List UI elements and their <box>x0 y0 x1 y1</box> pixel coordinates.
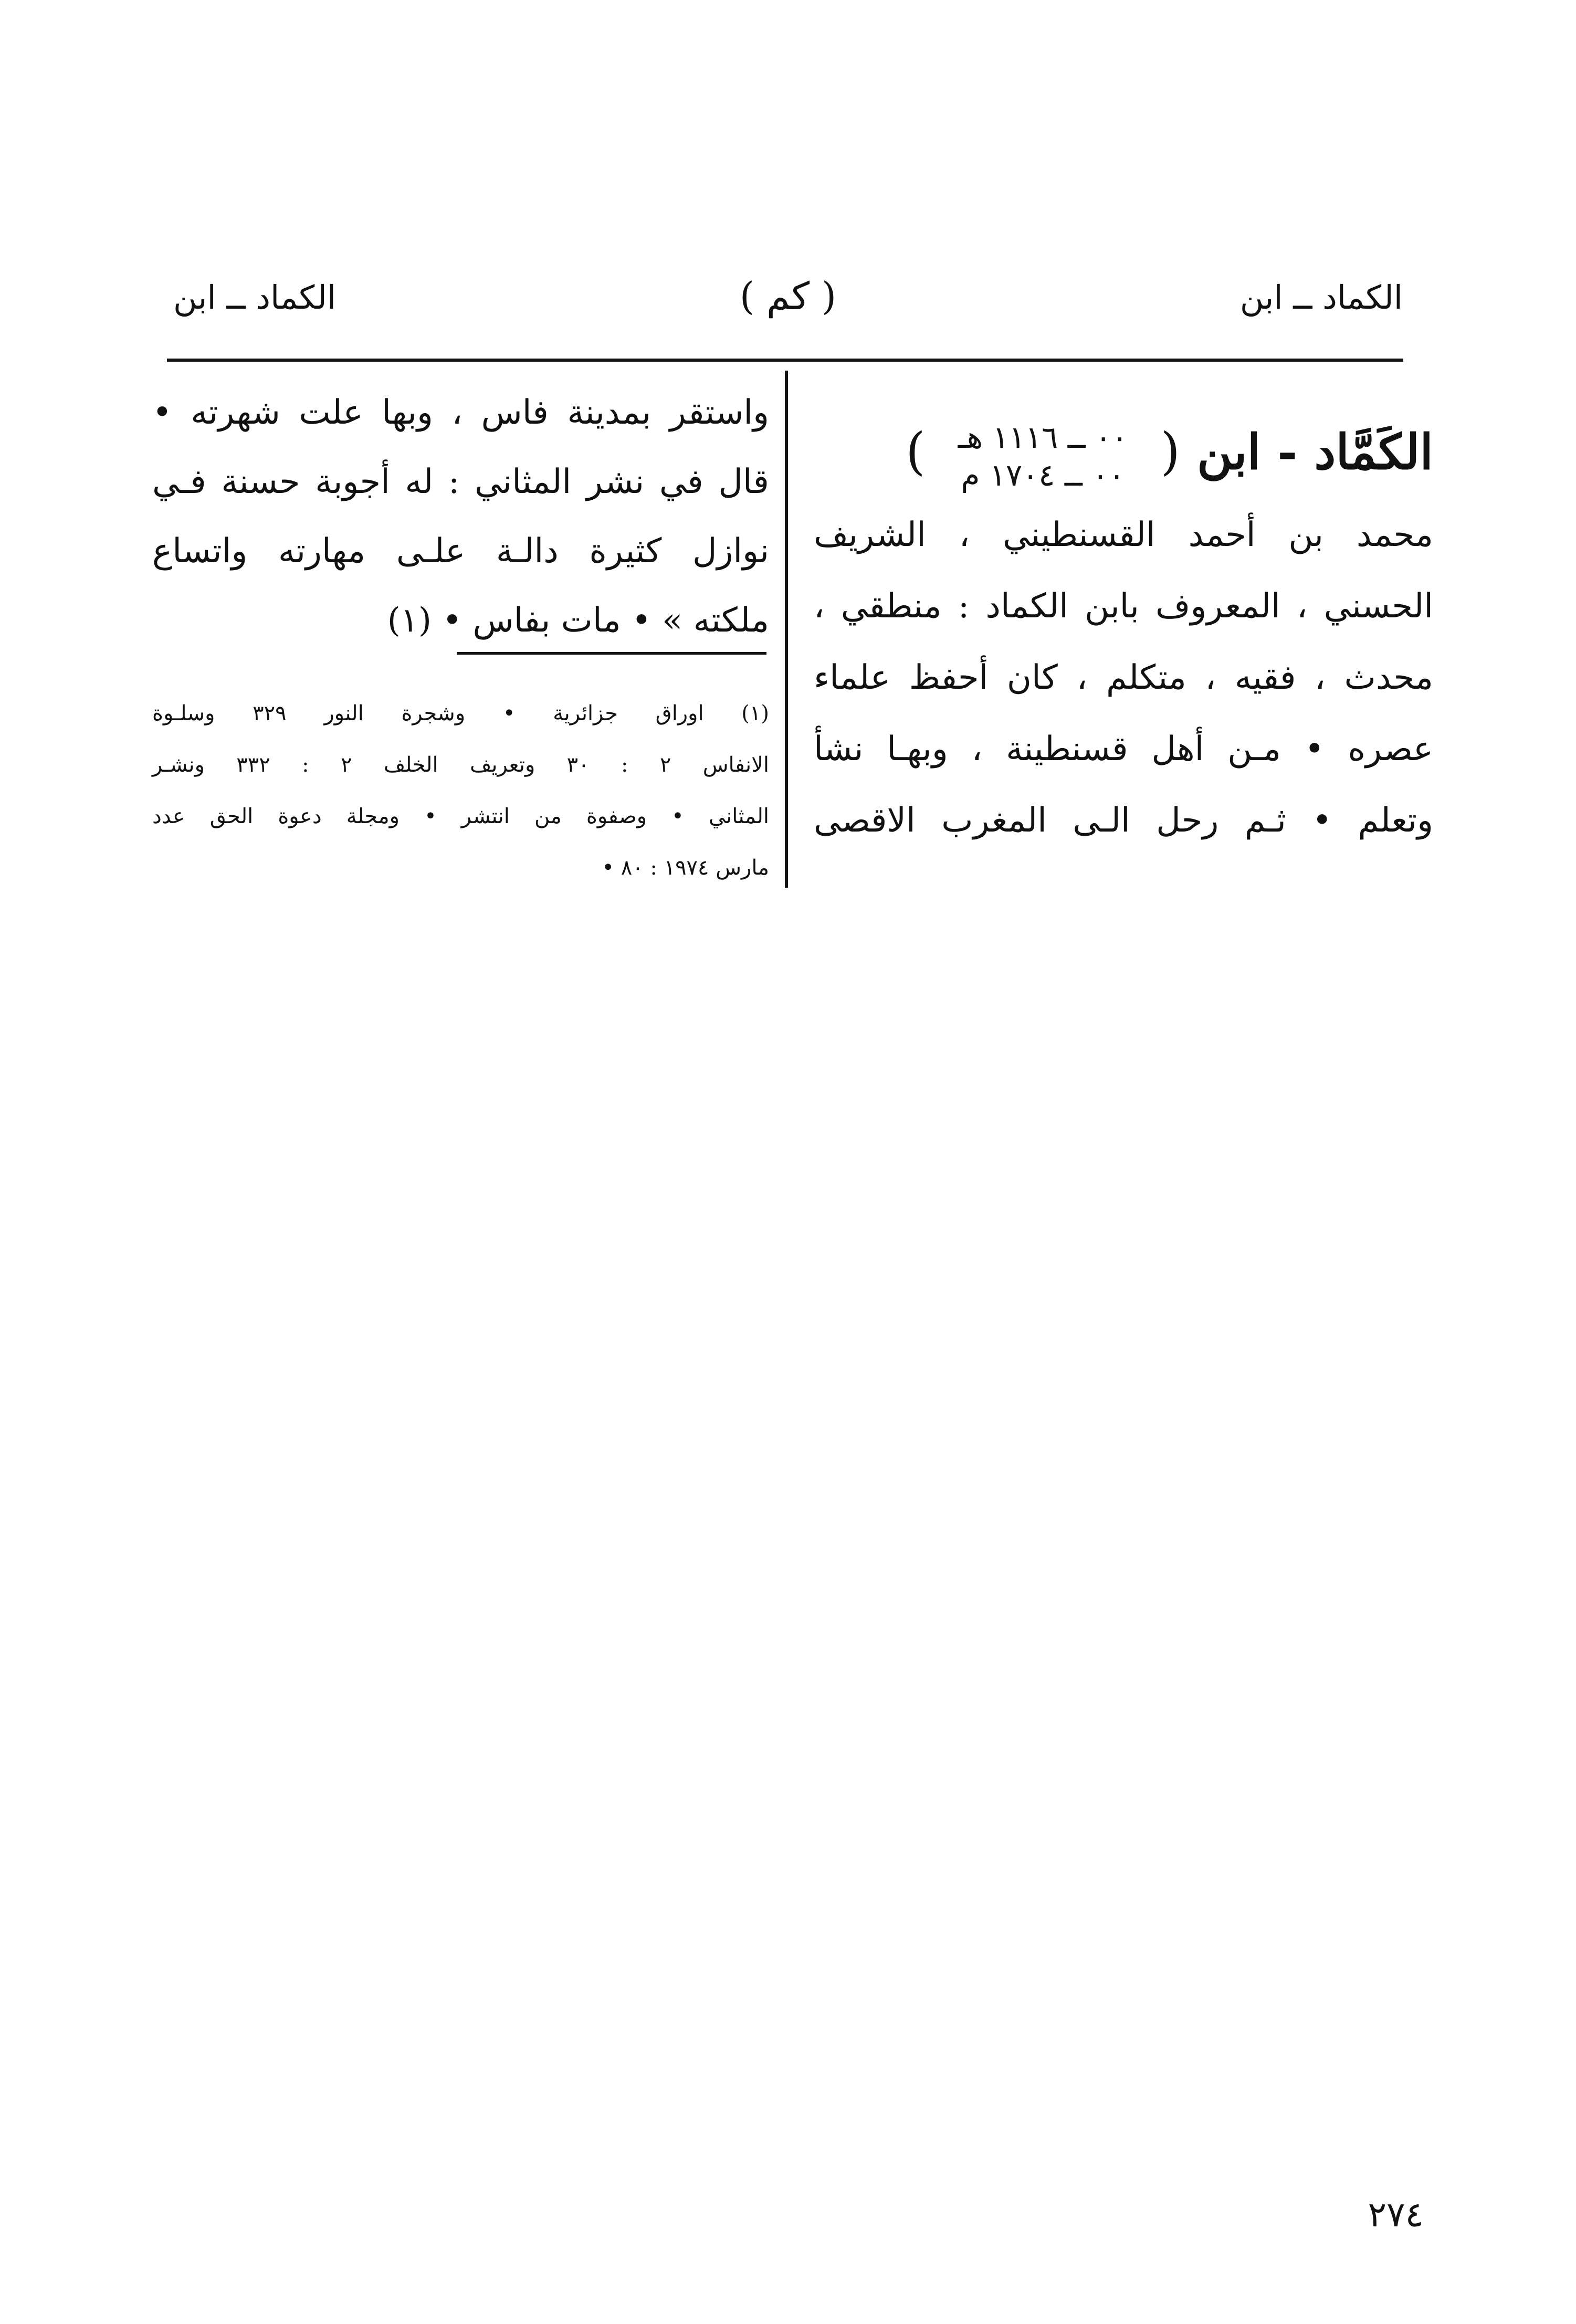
entry-title: الكَمَّاد - ابن <box>1196 424 1433 480</box>
body-line: قال في نشر المثاني : له أجوبة حسنة فـي <box>152 462 769 501</box>
body-line: الحسني ، المعروف بابن الكماد : منطقي ، <box>814 587 1433 626</box>
footnote-rule <box>457 652 766 655</box>
entry-heading <box>814 404 1433 499</box>
running-header-right: الكماد ــ ابن <box>1239 278 1403 317</box>
body-line: محدث ، فقيه ، متكلم ، كان أحفظ علماء <box>814 658 1433 697</box>
footnote-line: المثاني • وصفوة من انتشر • ومجلة دعوة الحق عدد <box>152 804 769 828</box>
running-header-center: ( كم ) <box>739 274 837 318</box>
left-column <box>152 378 769 655</box>
body-line: عصره • مـن أهل قسنطينة ، وبهـا نشأ <box>814 730 1433 769</box>
dates-hijri: ٠٠ ــ ١١١٦ هـ <box>958 419 1128 456</box>
body-line: محمد بن أحمد القسنطيني ، الشريف <box>814 516 1433 554</box>
dates-open-paren: ( <box>1160 422 1180 481</box>
footnote-line: (١) اوراق جزائرية • وشجرة النور ٣٢٩ وسلـوة <box>152 701 769 725</box>
entry-body <box>814 499 1433 856</box>
header-rule <box>167 359 1403 362</box>
running-header-left: الكماد ــ ابن <box>173 278 337 317</box>
body-line: وتعلم • ثـم رحل الـى المغرب الاقصى <box>814 801 1433 840</box>
continuation-body <box>152 378 769 655</box>
body-line: واستقر بمدينة فاس ، وبها علت شهرته • <box>152 393 769 432</box>
right-column <box>814 404 1433 856</box>
body-line: نوازل كثيرة دالـة علـى مهارته واتساع <box>152 532 769 571</box>
body-line: ملكته » • مات بفاس • (١) <box>387 601 769 640</box>
footnote-line: الانفاس ٢ : ٣٠ وتعريف الخلف ٢ : ٣٣٢ ونشـر <box>152 753 770 777</box>
dates-gregorian: ٠٠ ــ ١٧٠٤ م <box>961 457 1125 493</box>
dates-close-paren: ) <box>906 422 926 481</box>
footnote-line: مارس ١٩٧٤ : ٨٠ • <box>602 856 769 880</box>
column-divider <box>785 371 788 888</box>
entry-dates <box>958 418 1128 494</box>
page-number: ٢٧٤ <box>1368 2194 1424 2235</box>
footnote <box>152 688 769 893</box>
